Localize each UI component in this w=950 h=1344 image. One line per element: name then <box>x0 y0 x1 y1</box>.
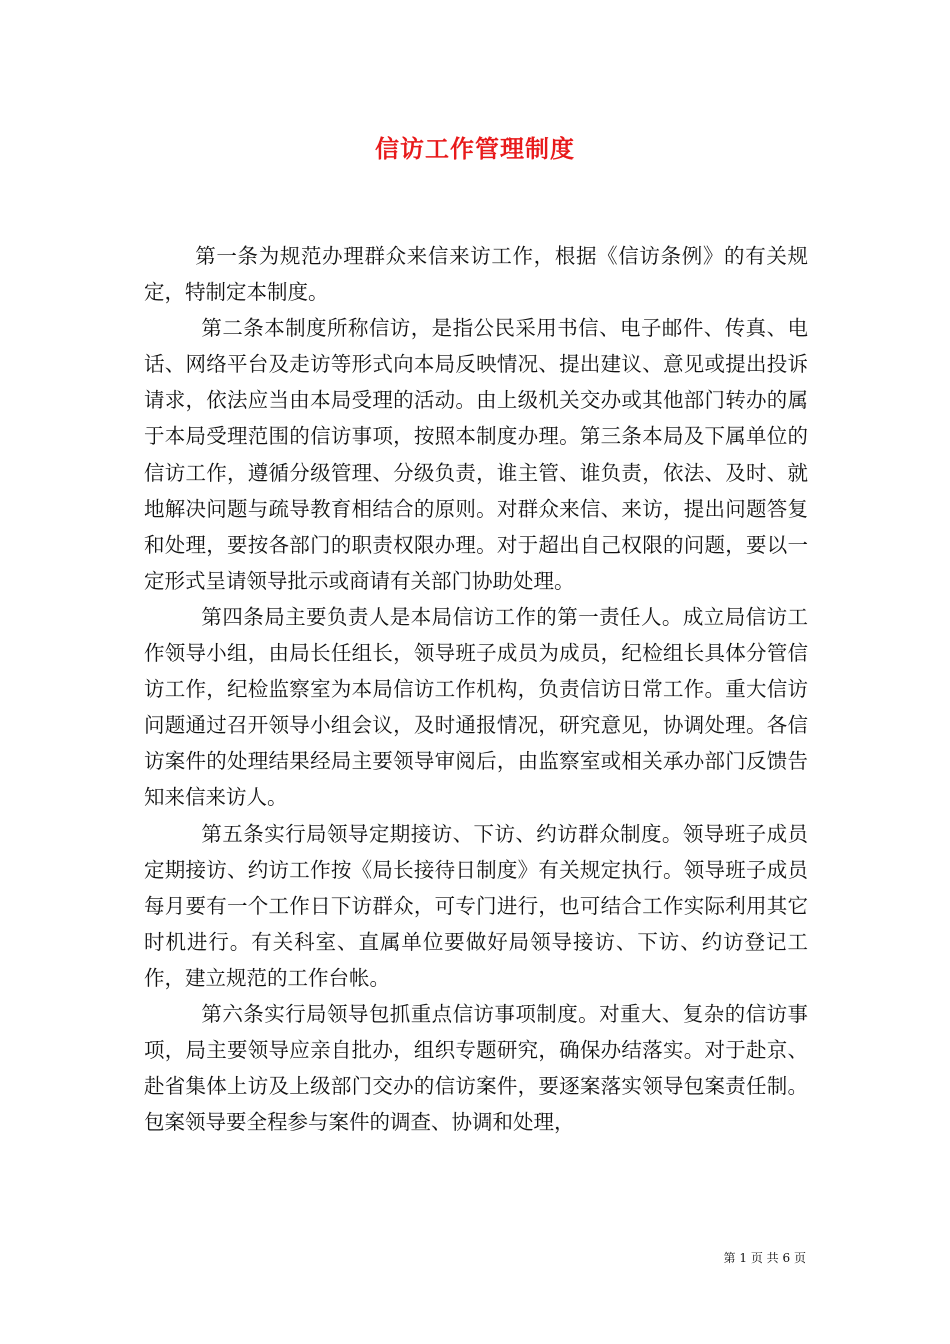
page-footer-suffix: 页 <box>793 1251 806 1265</box>
document-body <box>144 238 808 1140</box>
paragraph-article-4: 第四条局主要负责人是本局信访工作的第一责任人。成立局信访工作领导小组，由局长任组长，领导班子成员为成员，纪检组长具体分管信访工作，纪检监察室为本局信访工作机构，负责信访日常工作。重大信访问题通过召开领导小组会议，及时通报情况，研究意见，协调处理。各信访案件的处理结果经局主要领导审阅后，由监察室或相关承办部门反馈告知来信来访人。 <box>144 604 808 810</box>
current-page-number: 1 <box>739 1251 748 1265</box>
page-number-footer <box>724 1249 806 1266</box>
page-footer-prefix: 第 <box>723 1251 736 1265</box>
page-footer-middle: 页 共 <box>750 1251 779 1265</box>
total-pages-number: 6 <box>782 1251 791 1265</box>
paragraph-article-2-3: 第二条本制度所称信访，是指公民采用书信、电子邮件、传真、电话、网络平台及走访等形式向本局反映情况、提出建议、意见或提出投诉请求，依法应当由本局受理的活动。由上级机关交办或其他部门转办的属于本局受理范围的信访事项，按照本制度办理。第三条本局及下属单位的信访工作，遵循分级管理、分级负责，谁主管、谁负责，依法、及时、就地解决问题与疏导教育相结合的原则。对群众来信、来访，提出问题答复和处理，要按各部门的职责权限办理。对于超出自己权限的问题，要以一定形式呈请领导批示或商请有关部门协助处理。 <box>144 316 808 593</box>
paragraph-article-1: 第一条为规范办理群众来信来访工作，根据《信访条例》的有关规定，特制定本制度。 <box>144 244 808 305</box>
document-title: 信访工作管理制度 <box>375 134 575 163</box>
paragraph-article-5: 第五条实行局领导定期接访、下访、约访群众制度。领导班子成员定期接访、约访工作按《局长接待日制度》有关规定执行。领导班子成员每月要有一个工作日下访群众，可专门进行，也可结合工作实际利用其它时机进行。有关科室、直属单位要做好局领导接访、下访、约访登记工作，建立规范的工作台帐。 <box>144 821 808 990</box>
paragraph-article-6: 第六条实行局领导包抓重点信访事项制度。对重大、复杂的信访事项，局主要领导应亲自批办，组织专题研究，确保办结落实。对于赴京、赴省集体上访及上级部门交办的信访案件，要逐案落实领导包案责任制。包案领导要全程参与案件的调查、协调和处理， <box>144 1001 808 1135</box>
